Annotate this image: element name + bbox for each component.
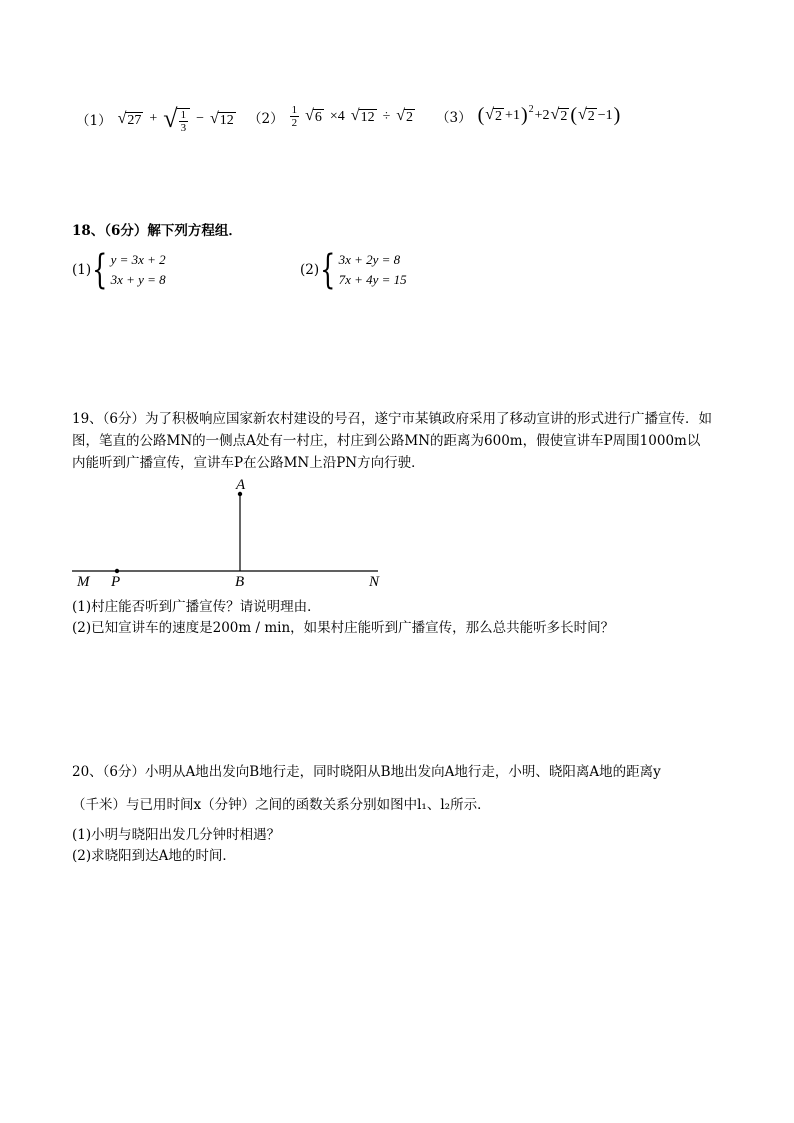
label-n: N bbox=[369, 574, 380, 590]
sqrt-2a: √ 2 bbox=[485, 106, 503, 124]
p17-item-2-label: （2） bbox=[248, 110, 284, 127]
half-fraction: $\frac{1}{2}$ bbox=[291, 104, 298, 129]
times-four: ×4 bbox=[329, 108, 345, 124]
sqrt-12b: √ 12 bbox=[350, 107, 375, 125]
p18-sys1-eq1: y = 3x + 2 bbox=[110, 252, 166, 267]
p19-line2: 图，笔直的公路MN的一侧点A处有一村庄，村庄到公路MN的距离为600m，假使宣讲车P周围1000m以 bbox=[72, 433, 701, 449]
p17-item-1: （1） √ 27 + √ $\frac{1}{3}$ − √ 12 bbox=[76, 104, 234, 134]
sqrt-2c: √ 2 bbox=[577, 106, 595, 124]
p18-system-1: (1) { y = 3x + 2 3x + y = 8 bbox=[72, 247, 166, 293]
sqrt-12: √ 12 bbox=[209, 109, 234, 128]
label-p: P bbox=[111, 574, 121, 590]
sqrt-27: √ 27 bbox=[117, 109, 142, 128]
p19-line3: 内能听到广播宣传，宣讲车P在公路MN上沿PN方向行驶． bbox=[72, 455, 425, 471]
divide-sign: ÷ bbox=[382, 108, 391, 124]
label-b: B bbox=[235, 574, 245, 590]
p20-question-1: (1)小明与晓阳出发几分钟时相遇？ bbox=[72, 827, 281, 843]
p18-system-2: (2) { 3x + 2y = 8 7x + 4y = 15 bbox=[300, 247, 407, 293]
p19-question-2: (2)已知宣讲车的速度是200m / min，如果村庄能听到广播宣传，那么总共能听多长时间？ bbox=[72, 620, 615, 636]
p19-question-1: (1)村庄能否听到广播宣传？请说明理由． bbox=[72, 599, 321, 615]
point-p bbox=[115, 569, 119, 573]
sqrt-frac: √ $\frac{1}{3}$ bbox=[163, 104, 190, 134]
p17-item-2 bbox=[248, 104, 415, 129]
p18-sys2-label: (2) bbox=[300, 262, 320, 278]
p17-item-3: （3） ( √ 2 +1 ) $^2$ +2 √ 2 ( √ 2 −1 ) bbox=[436, 104, 621, 126]
p18-sys2-eq2: 7x + 4y = 15 bbox=[338, 272, 407, 287]
sqrt-2: √ 2 bbox=[396, 107, 414, 125]
label-m: M bbox=[77, 574, 90, 590]
p17-item-3-label: （3） bbox=[436, 109, 472, 126]
p18-sys2-eq1: 3x + 2y = 8 bbox=[338, 252, 401, 267]
p17-item-1-label: （1） bbox=[76, 113, 112, 129]
p20-line2: （千米）与已用时间x（分钟）之间的函数关系分别如图中l₁、l₂所示． bbox=[72, 797, 491, 813]
p19-line1: 19、（6分）为了积极响应国家新农村建设的号召，遂宁市某镇政府采用了移动宣讲的形式进行广播宣传．如 bbox=[72, 411, 713, 427]
p18-title: 18、（6分）解下列方程组． bbox=[72, 223, 242, 239]
p20-line1: 20、（6分）小明从A地出发向B地行走，同时晓阳从B地出发向A地行走，小明、晓阳离A地的距离y bbox=[72, 764, 661, 780]
sqrt-6: √ 6 bbox=[305, 107, 322, 125]
p18-sys1-eq2: 3x + y = 8 bbox=[110, 272, 166, 287]
label-a: A bbox=[236, 477, 246, 493]
p20-question-2: (2)求晓阳到达A地的时间． bbox=[72, 848, 236, 864]
p19-diagram bbox=[0, 470, 794, 600]
p18-sys1-label: (1) bbox=[72, 262, 92, 278]
sqrt-2b: √ 2 bbox=[550, 106, 568, 124]
